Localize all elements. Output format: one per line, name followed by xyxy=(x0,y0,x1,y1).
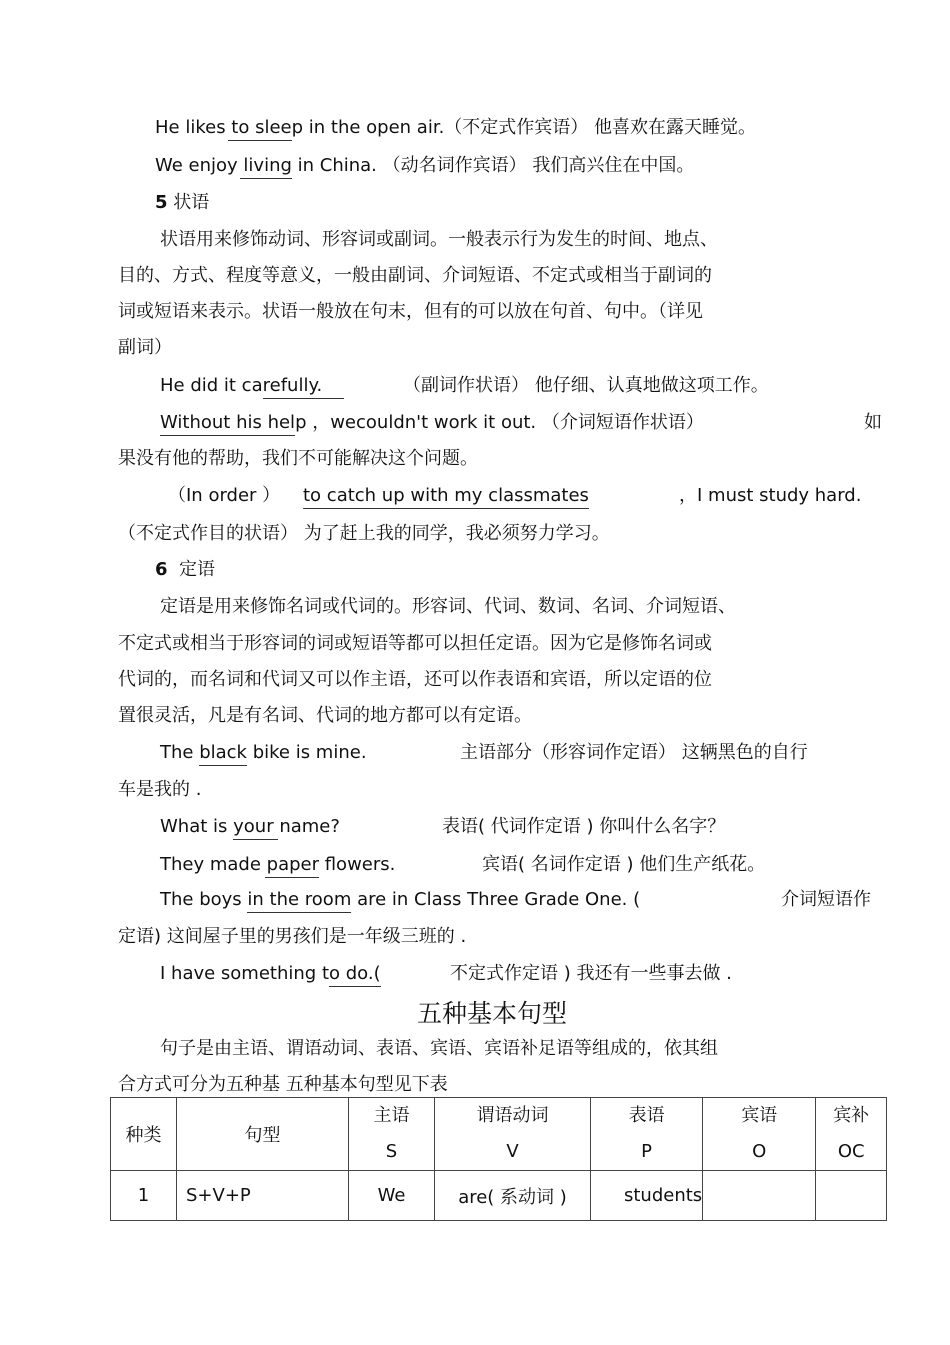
text: 表语 xyxy=(628,1105,665,1126)
text: The boys xyxy=(160,889,248,910)
text: S xyxy=(385,1141,398,1162)
example-prep-phrase xyxy=(160,411,704,435)
text: 句型 xyxy=(244,1125,281,1146)
text: I have something t xyxy=(160,963,329,984)
underlined-phrase xyxy=(329,963,381,984)
paragraph-line: 词或短语来表示。状语一般放在句末，但有的可以放在句首、句中。（详见 xyxy=(118,301,703,322)
paragraph-line: 不定式或相当于形容词的词或短语等都可以担任定语。因为它是修饰名词或 xyxy=(118,633,712,654)
underlined-phrase xyxy=(303,484,589,508)
example-adverb xyxy=(160,374,322,398)
paragraph-line: 定语) 这间屋子里的男孩们是一年级三班的 . xyxy=(118,926,467,947)
section-title: 五种基本句型 xyxy=(417,999,568,1028)
text: He likes xyxy=(155,117,226,138)
paragraph-line: 果没有他的帮助，我们不可能解决这个问题。 xyxy=(118,448,478,469)
cell-verb: are( 系动词 ) xyxy=(435,1171,591,1221)
section-title: 状语 xyxy=(173,192,210,213)
text: 介词短语作 xyxy=(781,889,871,910)
text: What is xyxy=(160,816,234,837)
header-cell xyxy=(703,1098,816,1171)
underlined-phrase xyxy=(238,155,292,176)
text: your xyxy=(233,816,274,837)
paragraph-line: 状语用来修饰动词、形容词或副词。一般表示行为发生的时间、地点、 xyxy=(160,229,718,250)
text: He did it ca xyxy=(160,375,263,396)
header-cell xyxy=(591,1098,703,1171)
text: bike is mine. xyxy=(246,742,367,763)
underlined-phrase xyxy=(160,412,295,433)
underlined-phrase xyxy=(199,742,247,763)
header-cell xyxy=(177,1098,349,1171)
text: in China. （动名词作宾语） 我们高兴住在中国。 xyxy=(291,155,695,176)
table-header-row xyxy=(111,1098,887,1171)
text: living xyxy=(237,155,292,176)
text: （In order ） xyxy=(168,485,281,506)
underlined-phrase xyxy=(233,816,273,837)
text: in the room xyxy=(247,889,352,910)
text: The xyxy=(160,742,200,763)
header-cell xyxy=(435,1098,591,1171)
underlined-phrase xyxy=(263,375,323,396)
paragraph-line: 定语是用来修饰名词或代词的。形容词、代词、数词、名词、介词短语、 xyxy=(160,596,736,617)
cell-object xyxy=(703,1171,816,1221)
paragraph-line: 合方式可分为五种基 五种基本句型见下表 xyxy=(118,1074,448,1095)
text: O xyxy=(752,1141,767,1162)
section-title: 定语 xyxy=(178,559,215,580)
text: 种类 xyxy=(125,1125,162,1146)
paragraph-line: 句子是由主语、谓语动词、表语、宾语、宾语补足语等组成的，依其组 xyxy=(160,1038,718,1059)
text: p ，wecouldn't work it out. （介词短语作状语） xyxy=(295,412,704,433)
text: They made xyxy=(160,854,261,875)
example-prep-attribute xyxy=(160,888,640,912)
paragraph-line: 代词的，而名词和代词又可以作主语，还可以作表语和宾语，所以定语的位 xyxy=(118,669,712,690)
paragraph-line: 车是我的 . xyxy=(118,779,202,800)
text: We enjoy xyxy=(155,155,238,176)
example-noun xyxy=(160,853,395,877)
cell-object-complement xyxy=(816,1171,887,1221)
section-5-heading xyxy=(155,191,209,215)
text: 主语部分（形容词作定语） 这辆黑色的自行 xyxy=(460,742,808,763)
text: are in Class Three Grade One. ( xyxy=(351,889,641,910)
text: to catch up with my classmates xyxy=(303,485,589,506)
example-adjective xyxy=(160,741,367,765)
text xyxy=(303,485,589,506)
paragraph-line: 置很灵活，凡是有名词、代词的地方都可以有定语。 xyxy=(118,705,532,726)
text: name? xyxy=(273,816,340,837)
example-object-infinitive xyxy=(155,116,756,140)
text: V xyxy=(506,1141,519,1162)
underlined-phrase xyxy=(247,889,351,910)
text: ，I must study hard. xyxy=(679,485,862,506)
header-cell xyxy=(349,1098,435,1171)
underlined-phrase xyxy=(261,854,319,875)
example-pronoun xyxy=(160,815,340,839)
cell-subject: We xyxy=(349,1171,435,1221)
text: black xyxy=(199,742,247,763)
underlined-phrase xyxy=(226,117,292,138)
text: 宾语 xyxy=(741,1105,778,1126)
cell-pattern: S+V+P xyxy=(177,1171,349,1221)
paragraph-line: 目的、方式、程度等意义，一般由副词、介词短语、不定式或相当于副词的 xyxy=(118,265,712,286)
text: 宾语( 名词作定语 ) 他们生产纸花。 xyxy=(482,854,766,875)
section-number: 6 xyxy=(155,559,168,580)
text: Without his hel xyxy=(160,412,296,433)
text: p in the open air.（不定式作宾语） 他喜欢在露天睡觉。 xyxy=(291,117,757,138)
text: 宾补 xyxy=(833,1105,870,1126)
text: OC xyxy=(837,1141,865,1162)
header-cell xyxy=(111,1098,177,1171)
text: 谓语动词 xyxy=(476,1105,549,1126)
paragraph-line: 副词） xyxy=(118,337,172,358)
example-adverb-note: （副词作状语） 他仔细、认真地做这项工作。 xyxy=(403,375,769,396)
cell-kind: 1 xyxy=(111,1171,177,1221)
text: paper xyxy=(260,854,319,875)
section-6-heading xyxy=(155,558,215,582)
text: o do.( xyxy=(329,963,381,984)
text: 如 xyxy=(864,412,882,433)
header-cell xyxy=(816,1098,887,1171)
text: refully. xyxy=(262,375,323,396)
example-object-gerund xyxy=(155,154,694,178)
text: P xyxy=(641,1141,653,1162)
section-number: 5 xyxy=(155,192,168,213)
text: flowers. xyxy=(319,854,396,875)
text: to slee xyxy=(225,117,292,138)
text: 不定式作定语 ) 我还有一些事去做 . xyxy=(450,963,732,984)
text: 主语 xyxy=(373,1105,410,1126)
example-infinitive-attribute xyxy=(160,962,381,986)
table-row xyxy=(111,1171,887,1221)
example-purpose-note: （不定式作目的状语） 为了赶上我的同学，我必须努力学习。 xyxy=(118,523,610,544)
text: 表语( 代词作定语 ) 你叫什么名字？ xyxy=(442,816,726,837)
cell-predicative: students xyxy=(591,1171,703,1221)
sentence-pattern-table xyxy=(110,1097,887,1221)
